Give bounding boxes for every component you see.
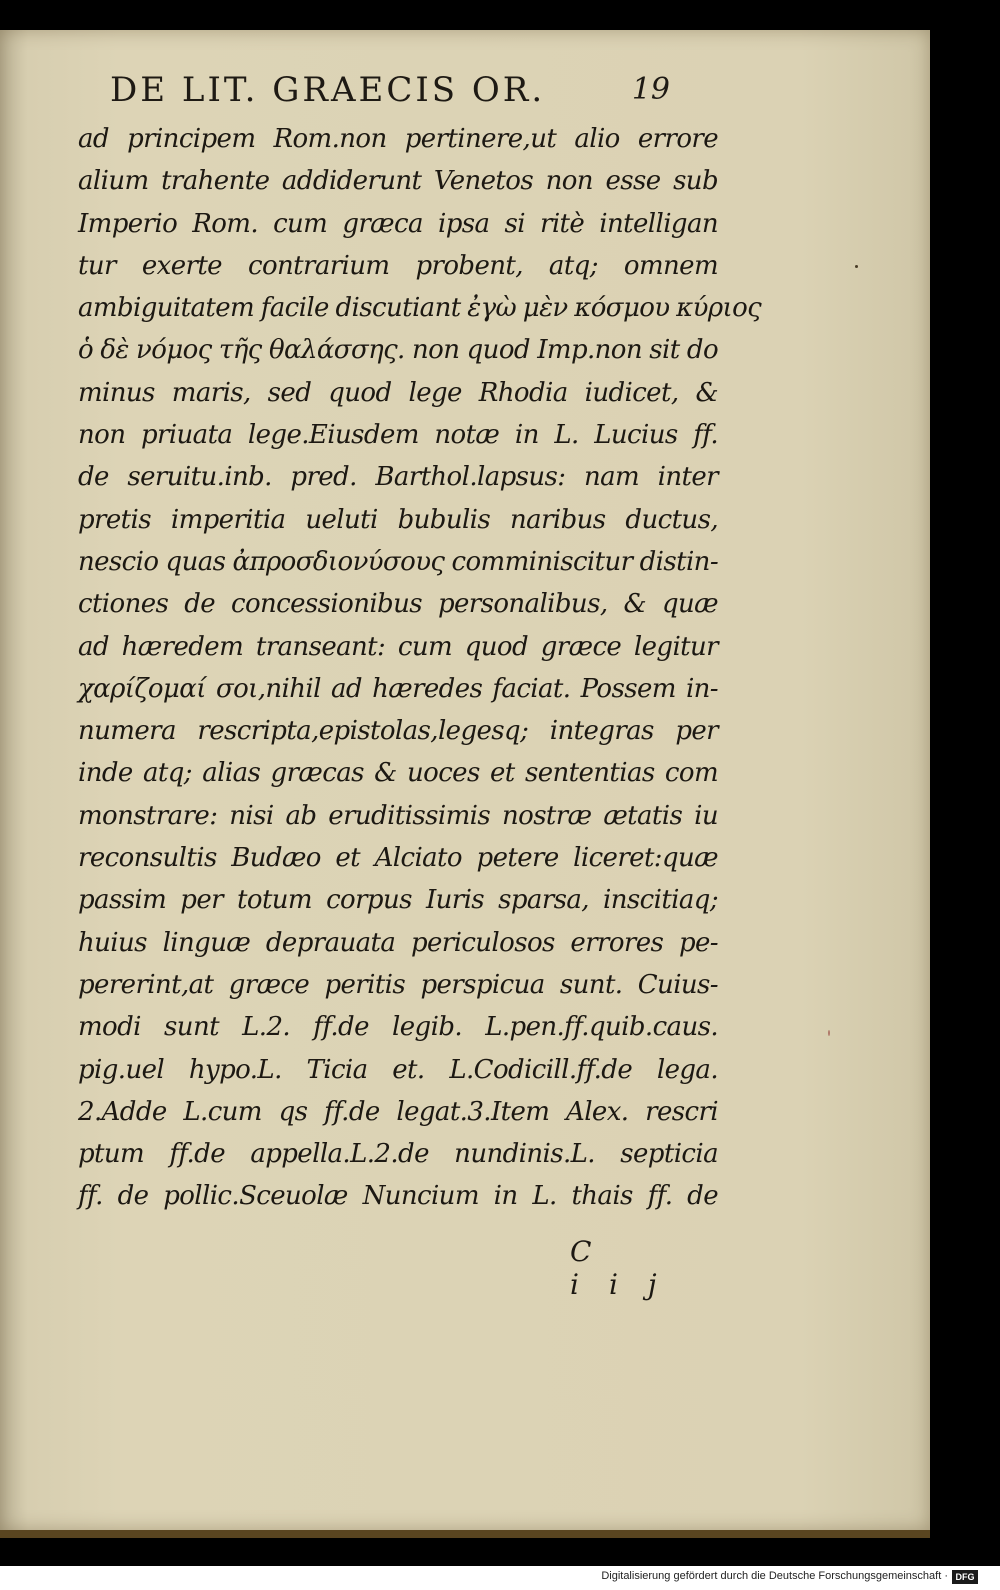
text-line: pererint,at græce peritis perspicua sunt. Cuius- bbox=[78, 969, 718, 1000]
paper-speck bbox=[828, 1030, 830, 1036]
text-line: alium trahente addiderunt Venetos non esse sub bbox=[78, 166, 718, 197]
running-head: DE LIT. GRAECIS OR. bbox=[110, 70, 546, 110]
digitization-credit: Digitalisierung gefördert durch die Deutsche Forschungsgemeinschaft · bbox=[601, 1570, 948, 1582]
credit-bar bbox=[0, 1566, 1000, 1590]
text-line: ptum ff.de appella.L.2.de nundinis.L. septicia bbox=[78, 1139, 718, 1170]
text-line: inde atq; alias græcas & uoces et sententias com bbox=[78, 758, 718, 789]
text-line: numera rescripta,epistolas,legesq; integras per bbox=[78, 716, 718, 747]
text-line: ad hæredem transeant: cum quod græce legitur bbox=[78, 631, 718, 662]
text-line: modi sunt L.2. ff.de legib. L.pen.ff.quib.caus. bbox=[78, 1012, 718, 1043]
page-number: 19 bbox=[631, 72, 670, 107]
text-line: reconsultis Budæo et Alciato petere liceret:quæ bbox=[78, 843, 718, 874]
text-line: huius linguæ deprauata periculosos errores pe- bbox=[78, 927, 718, 958]
text-line: pretis imperitia ueluti bubulis naribus ductus, bbox=[78, 504, 718, 535]
text-line: pig.uel hypo.L. Ticia et. L.Codicill.ff.de lega. bbox=[78, 1054, 718, 1085]
text-line: ff. de pollic.Sceuolæ Nuncium in L. thais ff. de bbox=[78, 1181, 718, 1212]
text-line: ctiones de concessionibus personalibus, & quæ bbox=[78, 589, 718, 620]
text-line: ὁ δὲ νόμος τῆς θαλάσσης. non quod Imp.non sit do bbox=[78, 335, 718, 366]
body-text bbox=[78, 118, 762, 1218]
text-line: nescio quas ἀπροσδιονύσους comminiscitur distin- bbox=[78, 546, 718, 577]
text-line: monstrare: nisi ab eruditissimis nostræ ætatis iu bbox=[78, 800, 718, 831]
paper-speck bbox=[855, 265, 858, 268]
text-line: non priuata lege.Eiusdem notæ in L. Lucius ff. bbox=[78, 420, 718, 451]
text-line: χαρίζομαί σοι,nihil ad hæredes faciat. Possem in- bbox=[78, 673, 718, 704]
text-line: passim per totum corpus Iuris sparsa, inscitiaq; bbox=[78, 885, 718, 916]
dfg-logo-icon: DFG bbox=[952, 1570, 978, 1584]
text-line: de seruitu.inb. pred. Barthol.lapsus: nam inter bbox=[78, 462, 718, 493]
text-line: 2.Adde L.cum qs ff.de legat.3.Item Alex. rescri bbox=[78, 1096, 718, 1127]
page-footer bbox=[570, 1235, 690, 1301]
text-line: tur exerte contrarium probent, atq; omnem bbox=[78, 250, 718, 281]
text-line: ad principem Rom.non pertinere,ut alio errore bbox=[78, 124, 718, 154]
text-line: ambiguitatem facile discutiant ἐγὼ μὲν κόσμου κύριος bbox=[78, 293, 762, 324]
text-line: Imperio Rom. cum græca ipsa si ritè intelligan bbox=[78, 208, 718, 239]
text-line: minus maris, sed quod lege Rhodia iudicet, & bbox=[78, 377, 718, 408]
page-header bbox=[110, 70, 670, 120]
signature-mark: C iij bbox=[570, 1235, 687, 1301]
